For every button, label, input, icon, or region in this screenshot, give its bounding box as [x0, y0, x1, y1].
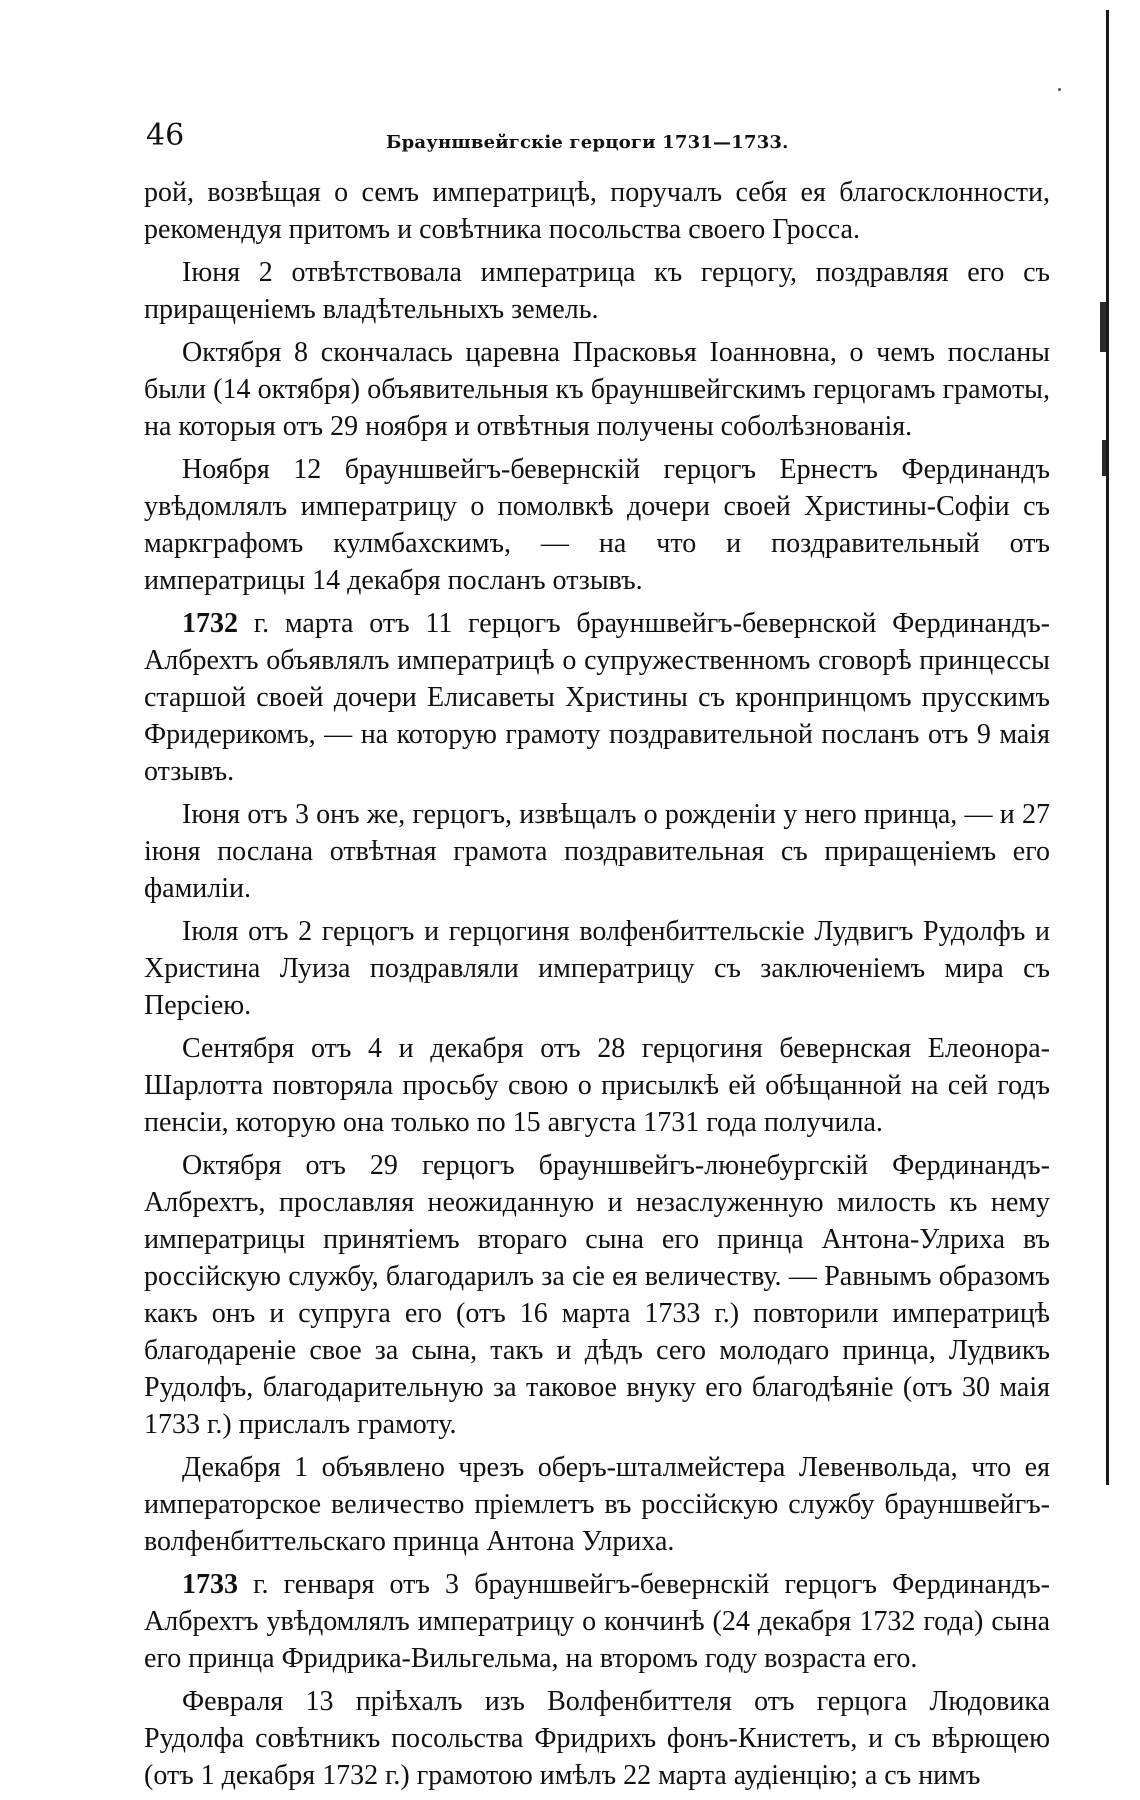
year-heading: 1733	[182, 1569, 238, 1600]
paragraph-text: Іюня 2 отвѣтствовала императрица къ герцогу, поздравляя его съ приращеніемъ владѣтельныхъ земель.	[144, 257, 1050, 325]
paragraph	[144, 796, 1050, 907]
paragraph	[144, 334, 1050, 445]
paragraph-text: рой, возвѣщая о семъ императрицѣ, поручалъ себя ея благосклонности, рекомендуя притомъ и совѣтника посольства своего Гросса.	[144, 177, 1050, 245]
page-number: 46	[146, 118, 185, 153]
paragraph	[144, 451, 1050, 599]
paragraph	[144, 1449, 1050, 1560]
paragraph	[144, 1683, 1050, 1794]
paragraph-text: Декабря 1 объявлено чрезъ оберъ-шталмейстера Левенвольда, что ея императорское величество пріемлетъ въ россійскую службу брауншвейгъ-волфенбиттельскаго принца Антона Улриха.	[144, 1452, 1050, 1557]
paragraph	[144, 913, 1050, 1024]
paragraph-text: Іюля отъ 2 герцогъ и герцогиня волфенбиттельскіе Лудвигъ Рудолфъ и Христина Луиза поздравляли императрицу съ заключеніемъ мира съ Персіею.	[144, 916, 1050, 1021]
paragraph	[144, 1147, 1050, 1443]
paragraph	[144, 174, 1050, 248]
page-header	[146, 112, 1048, 166]
running-head: Брауншвейгскіе герцоги 1731—1733.	[386, 132, 789, 153]
binding-edge-line	[1106, 10, 1109, 1485]
paragraph-text: Іюня отъ 3 онъ же, герцогъ, извѣщалъ о рожденіи у него принца, — и 27 іюня послана отвѣтная грамота поздравительная съ приращеніемъ его фамиліи.	[144, 799, 1050, 904]
paragraph	[144, 1566, 1050, 1677]
binding-edge-mark	[1100, 302, 1106, 352]
paragraph-text: Сентября отъ 4 и декабря отъ 28 герцогиня бевернская Елеонора-Шарлотта повторяла просьбу свою о присылкѣ ей обѣщанной на сей годъ пенсіи, которую она только по 15 августа 1731 года получила.	[144, 1033, 1050, 1138]
paragraph	[144, 1030, 1050, 1141]
binding-edge-mark	[1102, 440, 1106, 476]
paragraph-text: Октября отъ 29 герцогъ брауншвейгъ-люнебургскій Фердинандъ-Албрехтъ, прославляя неожиданную и незаслуженную милость къ нему императрицы принятіемъ втораго сына его принца Антона-Улриха въ россійскую службу, благодарилъ за сіе ея величеству. — Равнымъ образомъ какъ онъ и супруга его (отъ 16 марта 1733 г.) повторили императрицѣ благодареніе свое за сына, такъ и дѣдъ сего молодаго принца, Лудвикъ Рудолфъ, благодарительную за таковое внуку его благодѣяніе (отъ 30 маія 1733 г.) прислалъ грамоту.	[144, 1150, 1050, 1440]
paragraph-text: г. марта отъ 11 герцогъ брауншвейгъ-бевернской Фердинандъ-Албрехтъ объявлялъ императрицѣ о супружественномъ сговорѣ принцессы старшой своей дочери Елисаветы Христины съ кронпринцомъ прусскимъ Фридерикомъ, — на которую грамоту поздравительной посланъ отъ 9 маія отзывъ.	[144, 608, 1050, 787]
paragraph-text: Февраля 13 пріѣхалъ изъ Волфенбиттеля отъ герцога Людовика Рудолфа совѣтникъ посольства Фридрихъ фонъ-Книстетъ, и съ вѣрющею (отъ 1 декабря 1732 г.) грамотою имѣлъ 22 марта аудіенцію; а съ нимъ	[144, 1686, 1050, 1791]
paragraph	[144, 605, 1050, 790]
paragraph-text: Октября 8 скончалась царевна Прасковья Іоанновна, о чемъ посланы были (14 октября) объявительныя къ брауншвейгскимъ герцогамъ грамоты, на которыя отъ 29 ноября и отвѣтныя получены соболѣзнованія.	[144, 337, 1050, 442]
year-heading: 1732	[182, 608, 238, 639]
paragraph	[144, 254, 1050, 328]
body-text	[144, 174, 1050, 1800]
paragraph-text: г. генваря отъ 3 брауншвейгъ-бевернскій герцогъ Фердинандъ-Албрехтъ увѣдомлялъ императрицу о кончинѣ (24 декабря 1732 года) сына его принца Фридрика-Вильгельма, на второмъ году возраста его.	[144, 1569, 1050, 1674]
paragraph-text: Ноября 12 брауншвейгъ-бевернскій герцогъ Ернестъ Фердинандъ увѣдомлялъ императрицу о помолвкѣ дочери своей Христины-Софіи съ маркграфомъ кулмбахскимъ, — на что и поздравительный отъ императрицы 14 декабря посланъ отзывъ.	[144, 454, 1050, 596]
page-speck	[1058, 88, 1061, 91]
